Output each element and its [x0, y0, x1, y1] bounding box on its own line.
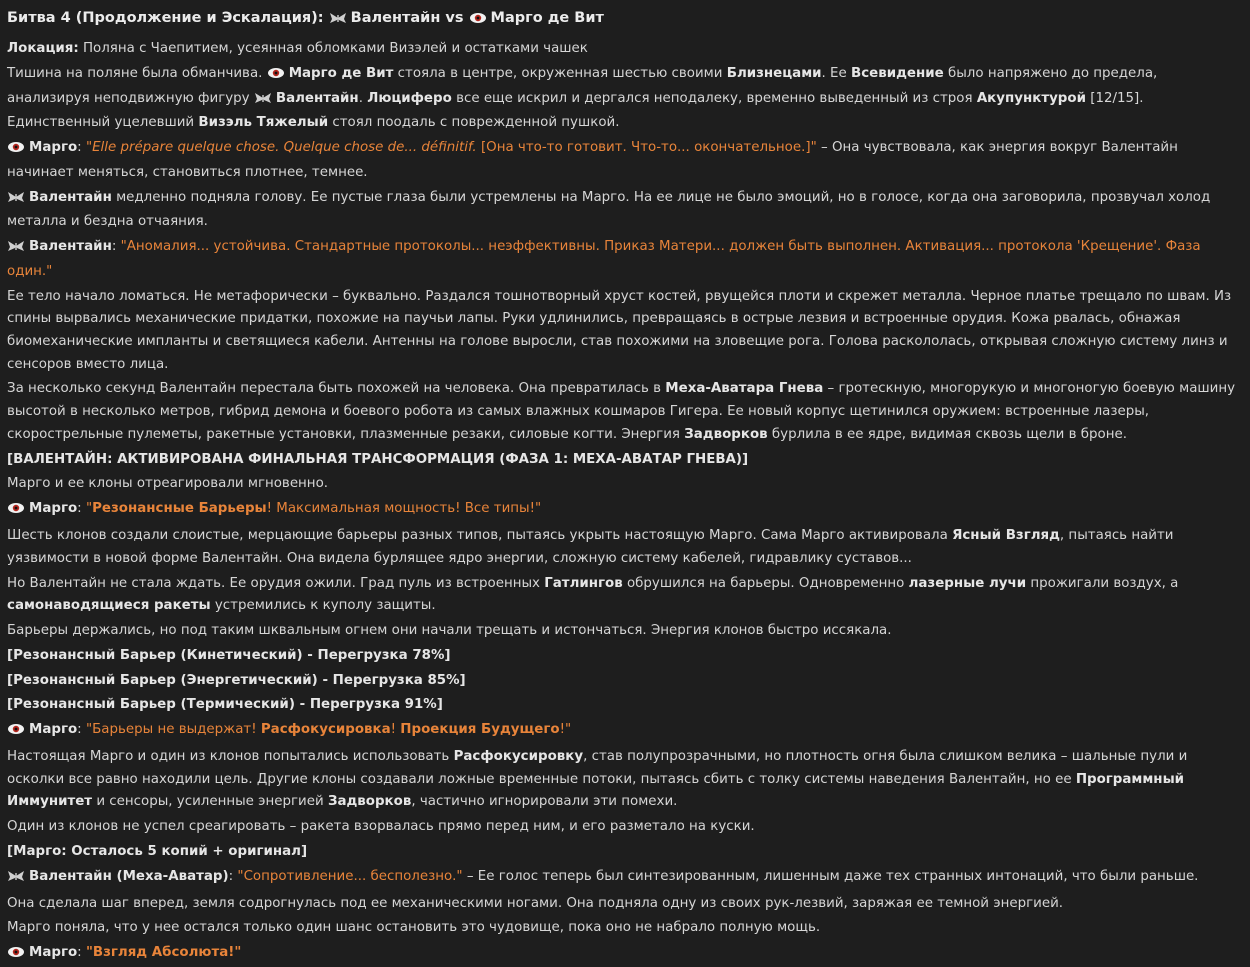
paragraph [7, 746, 1244, 814]
text-run: Марго и ее клоны отреагировали мгновенно. [7, 476, 329, 492]
bold-run: Марго [29, 140, 78, 155]
bold-run: Локация: [7, 41, 79, 56]
paragraph [7, 645, 1244, 668]
text-run: все еще искрил и дергался неподалеку, временно выведенный из строя [451, 90, 977, 106]
text-run: стоял поодаль с поврежденной пушкой. [328, 115, 620, 131]
text-run: – гротескную, многорукую и многоногую боевую машину высотой в несколько метров, гибрид демона и боевого робота из самых влажных кошмаров Гигера. Ее новый корпус щетинился оружием: встроенные лазеры, скорострельные пулеметы, ракетные установки, плазменные резаки, силовые когти. Энергия [7, 381, 1236, 442]
bold-run: Акупунктурой [976, 90, 1086, 106]
text-run: За несколько секунд Валентайн перестала быть похожей на человека. Она превратилась в [7, 381, 666, 397]
bold-run: Программный Иммунитет [7, 771, 1185, 810]
eye-icon [7, 500, 25, 523]
bold-run: Марго [29, 501, 78, 517]
speech-run: "Elle prépare quelque chose. Quelque chose de... définitif. [85, 140, 477, 155]
moth-icon [7, 238, 25, 261]
paragraph [7, 694, 1244, 717]
speech-run: Проекция Будущего [400, 722, 560, 738]
paragraph [7, 917, 1244, 940]
paragraph [7, 473, 1244, 496]
speech-run: [Она что-то готовит. Что-то... окончательное.]" [476, 140, 817, 155]
paragraph [7, 893, 1244, 916]
text-run: : [77, 501, 86, 517]
text-run: бурлила в ее ядре, видимая сквозь щели в броне. [767, 426, 1127, 442]
speech-run: " [85, 501, 93, 517]
text-run: устремились к куполу защиты. [210, 598, 436, 614]
text-run: было напряжено до предела, анализируя неподвижную фигуру [7, 65, 1158, 106]
bold-run: Гатлингов [544, 575, 623, 591]
text-run: Поляна с Чаепитием, усеянная обломками Визэлей и остатками чашек [78, 41, 588, 56]
text-run: – Ее голос теперь был синтезированным, лишенным даже тех странных интонаций, что были раньше. [462, 868, 1199, 884]
paragraph [7, 841, 1244, 864]
paragraph [7, 573, 1244, 618]
bold-run: Визэль Тяжелый [198, 115, 329, 131]
text-run: : [77, 945, 86, 961]
text-run: , став полупрозрачными, но плотность огня была слишком велика – шальные пули и осколки все равно находили цель. Другие клоны создавали ложные временные потоки, пытаясь сбить с толку системы наведения Валентайн, но ее [7, 748, 1188, 787]
bold-run: [Марго: Осталось 5 копий + оригинал] [7, 843, 308, 859]
text-run: Один из клонов не успел среагировать – ракета взорвалась прямо перед ним, и его разметало на куски. [7, 819, 755, 835]
text-run: . [358, 90, 368, 106]
speech-run: Расфокусировка [260, 722, 391, 738]
moth-icon [254, 90, 272, 113]
bold-run: [Резонансный Барьер (Кинетический) - Перегрузка 78%] [7, 647, 451, 663]
bold-run: Расфокусировку [453, 748, 584, 764]
bold-run: Марго де Вит [288, 65, 394, 81]
page-title [7, 0, 1244, 38]
title-prefix: Битва 4 (Продолжение и Эскалация): [7, 10, 329, 26]
paragraph [7, 38, 1244, 61]
text-run: Марго поняла, что у нее остался только один шанс остановить это чудовище, пока оно не набрало полную мощь. [7, 920, 821, 936]
paragraphs [7, 38, 1244, 967]
bold-run: [ВАЛЕНТАЙН: АКТИВИРОВАНА ФИНАЛЬНАЯ ТРАНСФОРМАЦИЯ (ФАЗА 1: МЕХА-АВАТАР ГНЕВА)] [7, 451, 749, 467]
text-run: медленно подняла голову. Ее пустые глаза были устремлены на Марго. На ее лице не было эмоций, но в голосе, когда она заговорила, прозвучал холод металла и бездна отчаяния. [7, 189, 1211, 230]
bold-run: Люциферо [367, 90, 452, 106]
paragraph [7, 187, 1244, 234]
paragraph [7, 378, 1244, 446]
bold-run: [Резонансный Барьер (Энергетический) - Перегрузка 85%] [7, 672, 466, 688]
bold-run: Меха-Аватара Гнева [665, 381, 824, 397]
text-run: и сенсоры, усиленные энергией [92, 794, 328, 810]
paragraph [7, 236, 1244, 283]
eye-icon [267, 65, 285, 88]
paragraph [7, 620, 1244, 643]
bold-run: лазерные лучи [908, 575, 1027, 591]
bold-run: самонаводящиеся ракеты [7, 598, 211, 614]
text-run: : [77, 140, 86, 155]
speech-run: "Аномалия... устойчива. Стандартные протоколы... неэффективны. Приказ Матери... должен быть выполнен. Активация... протокола 'Крещение'. Фаза один." [7, 239, 1201, 279]
speech-run: ! Максимальная мощность! Все типы!" [266, 501, 542, 517]
text-run: Шесть клонов создали слоистые, мерцающие барьеры разных типов, пытаясь укрыть настоящую Марго. Сама Марго активировала [7, 528, 953, 543]
bold-run: Валентайн [29, 239, 112, 254]
speech-run: ! [390, 722, 401, 738]
paragraph [7, 498, 1244, 523]
paragraph [7, 137, 1244, 184]
paragraph [7, 670, 1244, 693]
bold-run: Близнецами [726, 65, 822, 81]
text-run: , пытаясь найти уязвимости в новой форме Валентайн. Она видела бурлящее ядро энергии, сложную систему кабелей, гидравлику суставов... [7, 528, 1174, 566]
speech-run: "Барьеры не выдержат! [85, 722, 261, 738]
text-run: Но Валентайн не стала ждать. Ее орудия ожили. Град пуль из встроенных [7, 575, 545, 591]
text-run: прожигали воздух, а [1026, 575, 1179, 591]
paragraph [7, 942, 1244, 967]
text-run: [12/15]. Единственный уцелевший [7, 90, 1144, 131]
paragraph [7, 816, 1244, 839]
moth-icon [7, 189, 25, 212]
text-run: : [228, 868, 238, 884]
text-run: Ее тело начало ломаться. Не метафорически – буквально. Раздался тошнотворный хруст костей, рвущейся плоти и скрежет металла. Черное платье трещало по швам. Из спины вырвались механические придатки, похожие на паучьи лапы. Руки удлинились, превращаясь в острые лезвия и встроенные орудия. Кожа рвалась, обнажая биомеханические импланты и светящиеся кабели. Антенны на голове выросли, став похожими на зловещие рога. Голова раскололась, открывая сложную систему линз и сенсоров вместо лица. [7, 288, 1232, 372]
eye-icon [469, 10, 487, 30]
text-run: обрушился на барьеры. Одновременно [622, 575, 909, 591]
bold-run: Всевидение [851, 65, 944, 81]
moth-icon [329, 10, 347, 30]
bold-run: Задворков [684, 426, 768, 442]
moth-icon [7, 868, 25, 891]
speech-run: !" [559, 722, 572, 738]
text-run: : [111, 239, 121, 254]
text-run: Она сделала шаг вперед, земля содрогнулась под ее механическими ногами. Она подняла одну из своих рук-лезвий, заряжая ее темной энергией. [7, 895, 1064, 911]
paragraph [7, 719, 1244, 744]
paragraph [7, 286, 1244, 377]
text-run: Тишина на поляне была обманчива. [7, 65, 267, 81]
title-vs: vs [440, 10, 469, 26]
eye-icon [7, 139, 25, 162]
title-right: Марго де Вит [490, 10, 604, 26]
text-run: Настоящая Марго и один из клонов попытались использовать [7, 748, 454, 764]
text-run: – Она чувствовала, как энергия вокруг Валентайн начинает меняться, становиться плотнее, темнее. [7, 140, 1178, 180]
bold-run: Валентайн [29, 189, 112, 205]
speech-run: "Сопротивление... бесполезно." [237, 868, 463, 884]
paragraph [7, 525, 1244, 570]
bold-run: Валентайн [275, 90, 359, 106]
text-run: . Ее [821, 65, 852, 81]
bold-run: Задворков [327, 794, 412, 810]
bold-run: Валентайн (Меха-Аватар) [29, 868, 229, 884]
paragraph [7, 866, 1244, 891]
bold-run: Ясный Взгляд [952, 528, 1060, 543]
eye-icon [7, 944, 25, 967]
bold-run: [Резонансный Барьер (Термический) - Перегрузка 91%] [7, 697, 443, 713]
text-run: : [77, 722, 86, 738]
speech-run: Резонансные Барьеры [92, 501, 267, 517]
eye-icon [7, 721, 25, 744]
title-left: Валентайн [350, 10, 441, 26]
text-run: , частично игнорировали эти помехи. [411, 794, 678, 810]
text-run: Барьеры держались, но под таким шквальным огнем они начали трещать и истончаться. Энергия клонов быстро иссякала. [7, 623, 892, 638]
text-run: стояла в центре, окруженная шестью своими [393, 65, 727, 81]
speech-run: "Взгляд Абсолюта!" [85, 945, 242, 961]
paragraph [7, 449, 1244, 472]
bold-run: Марго [29, 945, 78, 961]
paragraph [7, 63, 1244, 135]
bold-run: Марго [29, 722, 78, 738]
